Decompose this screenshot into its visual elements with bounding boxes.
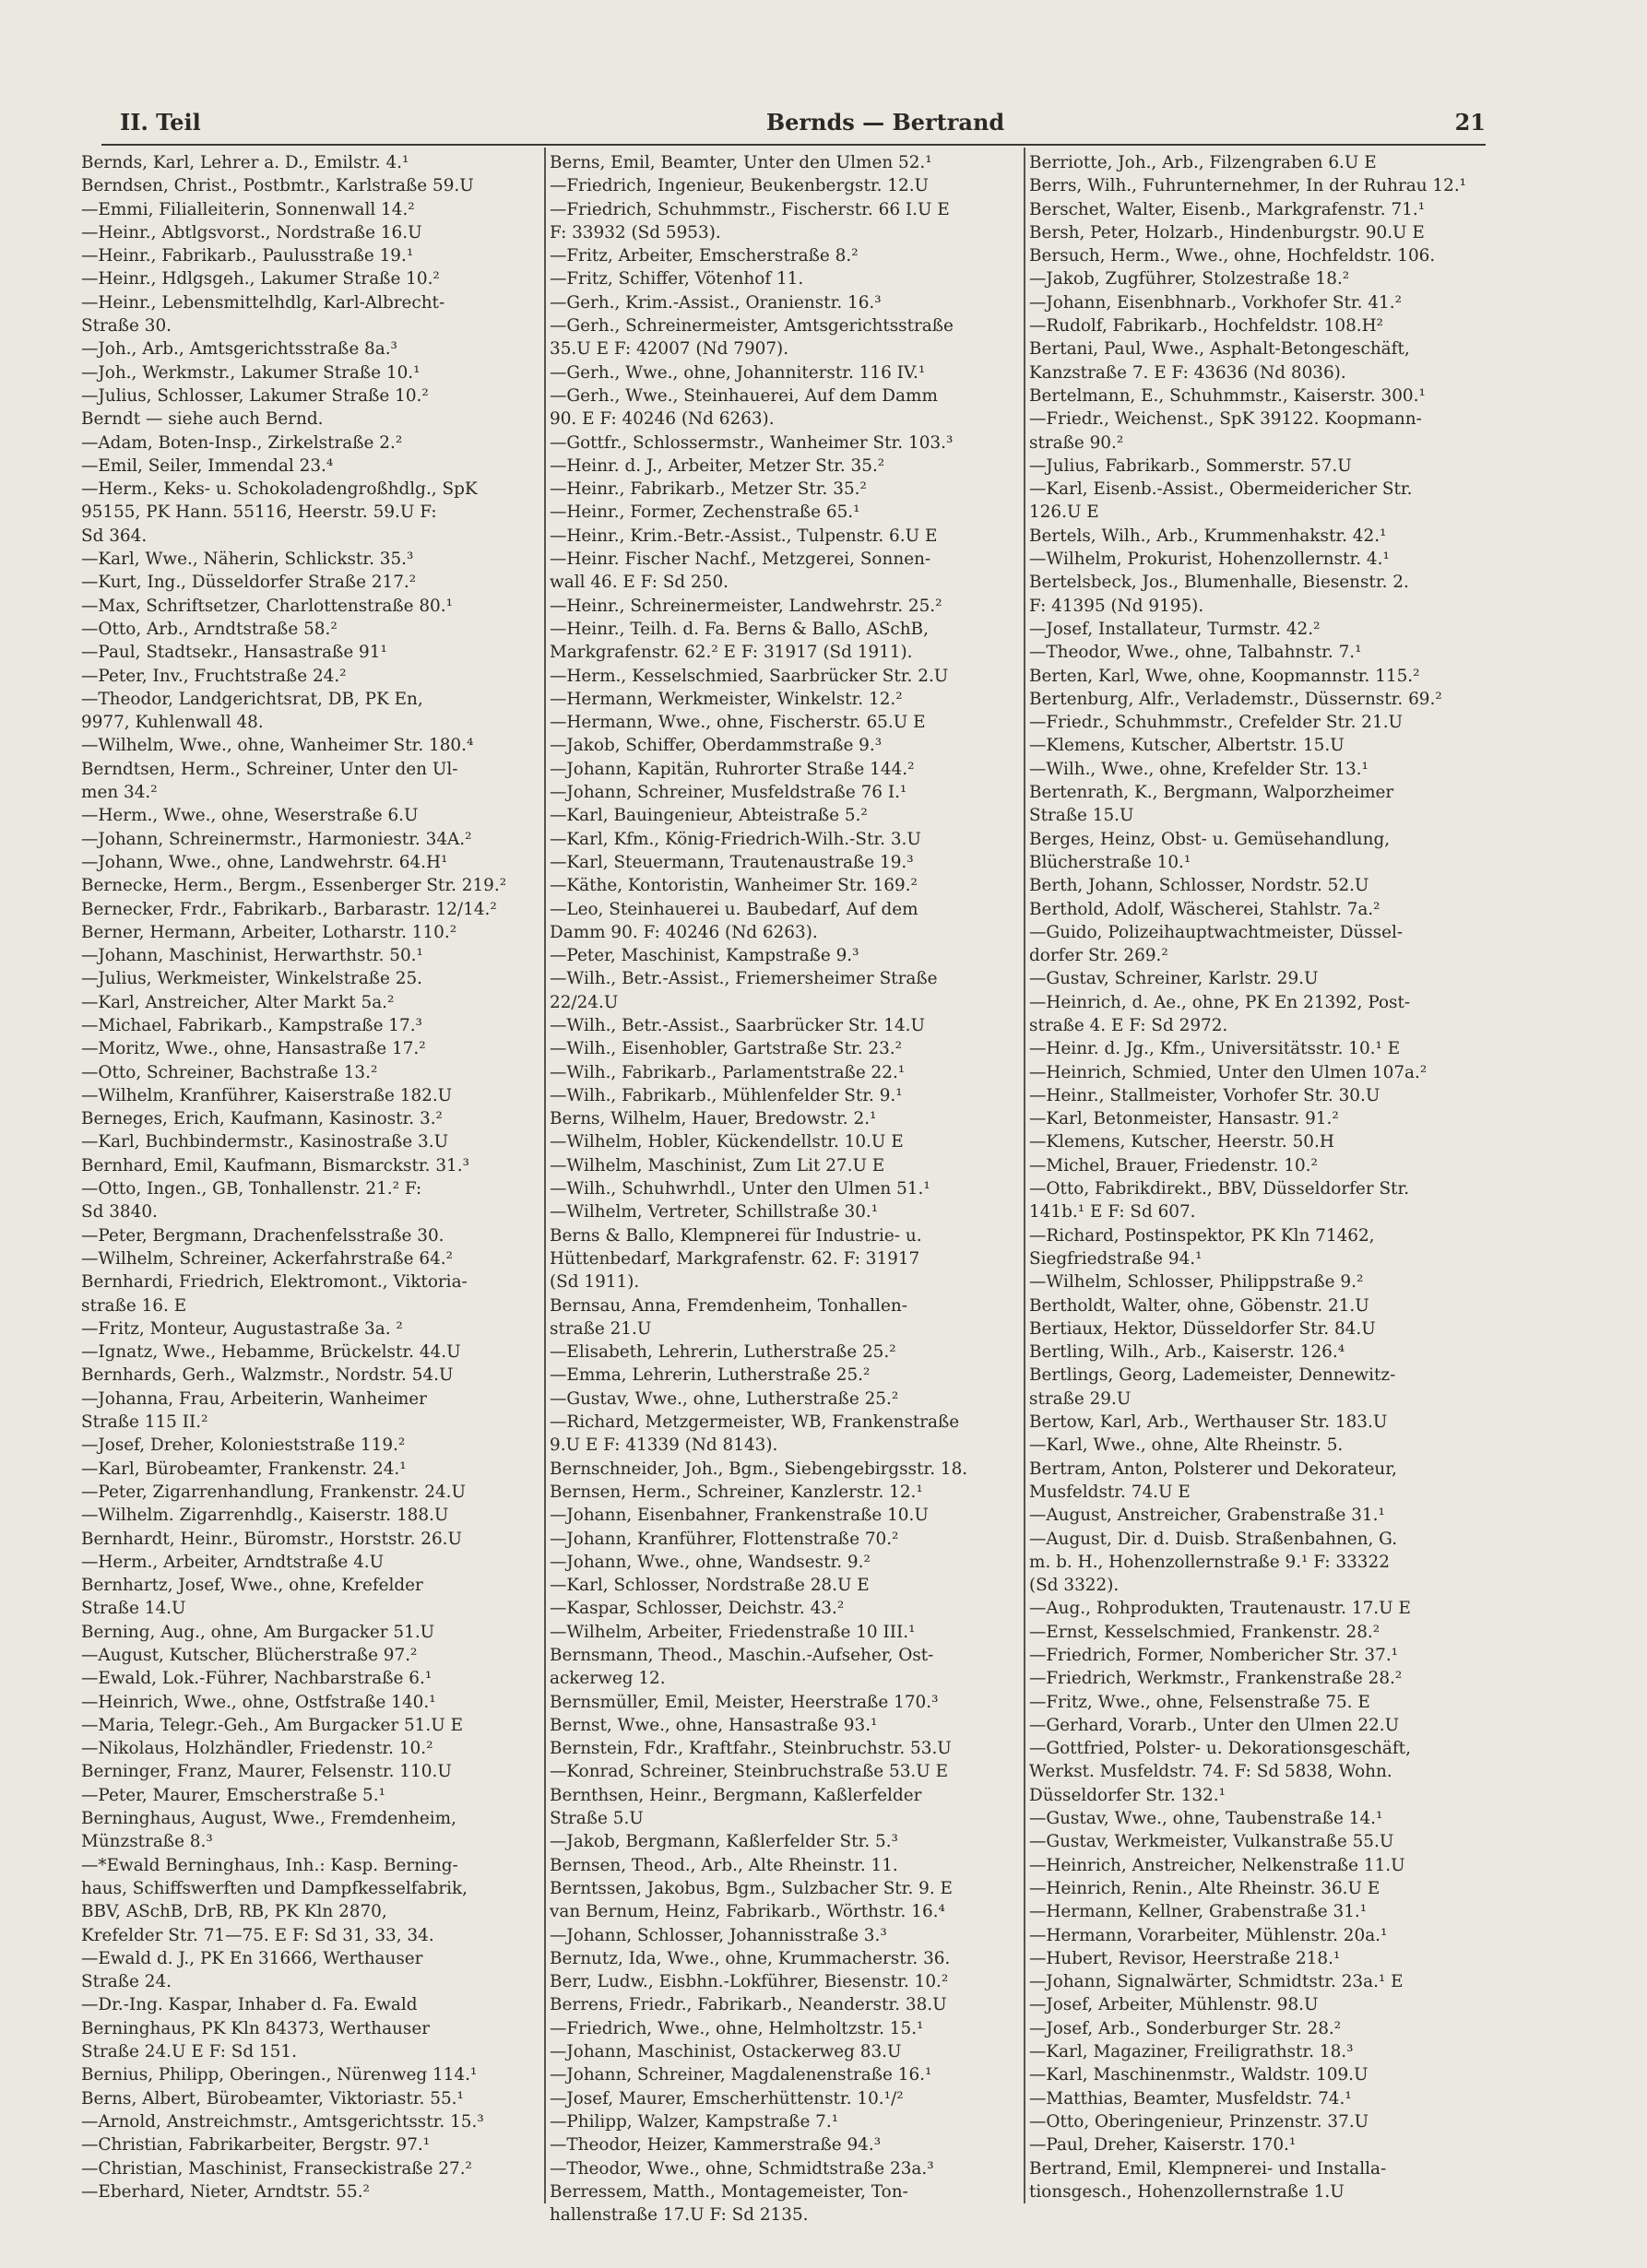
directory-line: Damm 90. F: 40246 (Nd 6263). [550, 922, 818, 942]
directory-line: —Wilhelm, Schlosser, Philippstraße 9.² [1029, 1272, 1364, 1293]
directory-line: —Peter, Bergmann, Drachenfelsstraße 30. [81, 1225, 444, 1246]
directory-line: —Wilhelm, Arbeiter, Friedenstraße 10 III.¹ [550, 1622, 916, 1642]
directory-line: —Heinr., Lebensmittelhdlg, Karl-Albrecht- [81, 292, 445, 313]
directory-line: hallenstraße 17.U F: Sd 2135. [550, 2205, 809, 2226]
directory-line: Musfeldstr. 74.U E [1029, 1482, 1191, 1502]
directory-line: Bernstein, Fdr., Kraftfahr., Steinbruchstr. 53.U [550, 1739, 952, 1759]
directory-line: Bersuch, Herm., Wwe., ohne, Hochfeldstr. 106. [1029, 246, 1436, 266]
directory-line: Berndtsen, Herm., Schreiner, Unter den Ul- [81, 759, 458, 779]
directory-line: straße 90.² [1029, 432, 1124, 453]
directory-line: —Wilhelm, Kranführer, Kaiserstraße 182.U [81, 1085, 453, 1105]
directory-line: —Heinr. d. J., Arbeiter, Metzer Str. 35.² [550, 455, 885, 476]
directory-line: Blücherstraße 10.¹ [1029, 852, 1191, 872]
directory-line: —Johann, Eisenbhnarb., Vorkhofer Str. 41.² [1029, 292, 1402, 313]
directory-line: —Guido, Polizeihauptwachtmeister, Düssel- [1029, 922, 1404, 942]
directory-line: —Friedrich, Schuhmmstr., Fischerstr. 66 I.U E [550, 199, 950, 219]
directory-line: Bertling, Wilh., Arb., Kaiserstr. 126.⁴ [1029, 1342, 1345, 1363]
directory-line: —Wilhelm, Prokurist, Hohenzollernstr. 4.¹ [1029, 549, 1390, 570]
directory-line: —Heinrich, Wwe., ohne, Ostfstraße 140.¹ [81, 1692, 436, 1712]
directory-line: —Max, Schriftsetzer, Charlottenstraße 80.¹ [81, 596, 453, 616]
directory-line: —Fritz, Schiffer, Vötenhof 11. [550, 269, 804, 289]
directory-line: —Gottfried, Polster- u. Dekorationsgeschäft, [1029, 1739, 1411, 1759]
header-rule [101, 144, 1486, 146]
directory-line: —Johann, Schlosser, Johannisstraße 3.³ [550, 1925, 887, 1945]
directory-line: —Ignatz, Wwe., Hebamme, Brückelstr. 44.U [81, 1342, 461, 1363]
directory-line: straße 21.U [550, 1318, 652, 1339]
directory-line: Bertenburg, Alfr., Verlademstr., Düssernstr. 69.² [1029, 689, 1442, 709]
directory-line: —Wilhelm, Vertreter, Schillstraße 30.¹ [550, 1202, 879, 1223]
directory-line: —Joh., Arb., Amtsgerichtsstraße 8a.³ [81, 339, 397, 360]
column-divider [1024, 148, 1025, 2203]
directory-line: —Peter, Inv., Fruchtstraße 24.² [81, 666, 347, 686]
directory-line: —Kaspar, Schlosser, Deichstr. 43.² [550, 1599, 845, 1619]
directory-line: —Richard, Postinspektor, PK Kln 71462, [1029, 1225, 1375, 1246]
directory-line: m. b. H., Hohenzollernstraße 9.¹ F: 33322 [1029, 1552, 1390, 1572]
directory-line: —Christian, Maschinist, Franseckistraße 27.² [81, 2158, 472, 2179]
directory-line: —Otto, Ingen., GB, Tonhallenstr. 21.² F: [81, 1179, 422, 1199]
directory-line: Berschet, Walter, Eisenb., Markgrafenstr. 71.¹ [1029, 199, 1426, 219]
directory-line: —Kurt, Ing., Düsseldorfer Straße 217.² [81, 573, 417, 593]
directory-line: Bertholdt, Walter, ohne, Göbenstr. 21.U [1029, 1295, 1369, 1316]
directory-line: Straße 15.U [1029, 806, 1134, 826]
directory-line: Bernhard, Emil, Kaufmann, Bismarckstr. 31.³ [81, 1155, 469, 1175]
directory-line: Bernhartz, Josef, Wwe., ohne, Krefelder [81, 1576, 423, 1596]
directory-line: Bernecker, Frdr., Fabrikarb., Barbarastr. 12/14.² [81, 899, 497, 919]
directory-line: —Gustav, Werkmeister, Vulkanstraße 55.U [1029, 1832, 1394, 1852]
directory-line: —Herm., Keks- u. Schokoladengroßhdlg., SpK [81, 479, 478, 500]
directory-line: Bertelsbeck, Jos., Blumenhalle, Biesenstr. 2. [1029, 573, 1409, 593]
directory-line: —Hermann, Werkmeister, Winkelstr. 12.² [550, 689, 903, 709]
directory-line: —Heinr., Hdlgsgeh., Lakumer Straße 10.² [81, 269, 440, 289]
directory-line: —Heinr., Krim.-Betr.-Assist., Tulpenstr. 6.U E [550, 526, 938, 546]
directory-line: —Fritz, Monteur, Augustastraße 3a. ² [81, 1318, 403, 1339]
directory-line: Berthold, Adolf, Wäscherei, Stahlstr. 7a.² [1029, 899, 1380, 919]
directory-line: —Johann, Eisenbahner, Frankenstraße 10.U [550, 1506, 929, 1526]
column-2 [550, 151, 1022, 2226]
directory-line: —Josef, Arbeiter, Mühlenstr. 98.U [1029, 1995, 1319, 2015]
directory-line: Berninghaus, August, Wwe., Fremdenheim, [81, 1809, 456, 1829]
directory-line: —Heinr., Fabrikarb., Metzer Str. 35.² [550, 479, 867, 500]
directory-line: —Rudolf, Fabrikarb., Hochfeldstr. 108.H² [1029, 316, 1384, 337]
directory-line: Bernhardi, Friedrich, Elektromont., Viktoria- [81, 1272, 468, 1293]
directory-line: —Johann, Signalwärter, Schmidtstr. 23a.¹ E [1029, 1972, 1404, 1992]
directory-line: —Hubert, Revisor, Heerstraße 218.¹ [1029, 1948, 1341, 1968]
directory-line: straße 4. E F: Sd 2972. [1029, 1015, 1228, 1035]
directory-line: Berntssen, Jakobus, Bgm., Sulzbacher Str. 9. E [550, 1878, 953, 1898]
directory-line: Bertenrath, K., Bergmann, Walporzheimer [1029, 783, 1394, 803]
directory-line: —Paul, Dreher, Kaiserstr. 170.¹ [1029, 2135, 1297, 2156]
directory-line: —Paul, Stadtsekr., Hansastraße 91¹ [81, 643, 387, 663]
directory-line: —Wilh., Betr.-Assist., Saarbrücker Str. 14.U [550, 1015, 926, 1035]
directory-line: —Johann, Maschinist, Ostackerweg 83.U [550, 2042, 902, 2062]
directory-line: —Wilh., Wwe., ohne, Krefelder Str. 13.¹ [1029, 759, 1369, 779]
directory-line: Berns, Emil, Beamter, Unter den Ulmen 52.¹ [550, 153, 932, 172]
directory-line: Münzstraße 8.³ [81, 1832, 213, 1852]
directory-line: Berns & Ballo, Klempnerei für Industrie- u. [550, 1225, 922, 1246]
directory-line: Bernsmann, Theod., Maschin.-Aufseher, Ost- [550, 1646, 934, 1665]
directory-line: —Emil, Seiler, Immendal 23.⁴ [81, 455, 334, 476]
directory-line: —Ewald d. J., PK En 31666, Werthauser [81, 1948, 423, 1968]
directory-line: —Herm., Wwe., ohne, Weserstraße 6.U [81, 806, 419, 826]
directory-line: —Michael, Fabrikarb., Kampstraße 17.³ [81, 1015, 422, 1035]
directory-line: —Johann, Wwe., ohne, Landwehrstr. 64.H¹ [81, 852, 448, 872]
directory-line: —Karl, Magaziner, Freiligrathstr. 18.³ [1029, 2042, 1354, 2062]
directory-line: BBV, ASchB, DrB, RB, PK Kln 2870, [81, 1902, 387, 1922]
directory-line: —Jakob, Bergmann, Kaßlerfelder Str. 5.³ [550, 1832, 898, 1852]
directory-line: Berning, Aug., ohne, Am Burgacker 51.U [81, 1622, 435, 1642]
directory-line: —Johann, Schreiner, Magdalenenstraße 16.¹ [550, 2065, 932, 2085]
directory-line: Bertani, Paul, Wwe., Asphalt-Betongeschäft, [1029, 339, 1410, 360]
directory-line: —Maria, Telegr.-Geh., Am Burgacker 51.U E [81, 1715, 463, 1735]
directory-line: 126.U E [1029, 502, 1099, 523]
directory-line: haus, Schiffswerften und Dampfkesselfabrik, [81, 1878, 468, 1898]
directory-line: Berneges, Erich, Kaufmann, Kasinostr. 3.² [81, 1109, 443, 1129]
directory-line: Siegfriedstraße 94.¹ [1029, 1248, 1203, 1269]
directory-line: Bernutz, Ida, Wwe., ohne, Krummacherstr. 36. [550, 1948, 951, 1968]
directory-line: Berndt — siehe auch Bernd. [81, 409, 324, 430]
page-number: 21 [1454, 109, 1486, 136]
directory-line: Berges, Heinz, Obst- u. Gemüsehandlung, [1029, 829, 1391, 849]
directory-line: —Heinr., Fabrikarb., Paulusstraße 19.¹ [81, 246, 414, 266]
directory-line: —Gerh., Wwe., ohne, Johanniterstr. 116 IV.¹ [550, 362, 926, 383]
directory-line: —Julius, Werkmeister, Winkelstraße 25. [81, 969, 423, 989]
directory-line: —Friedrich, Werkmstr., Frankenstraße 28.² [1029, 1669, 1403, 1689]
directory-line: —Otto, Schreiner, Bachstraße 13.² [81, 1062, 378, 1082]
directory-line: Bertow, Karl, Arb., Werthauser Str. 183.U [1029, 1412, 1388, 1433]
directory-line: —Herm., Arbeiter, Arndtstraße 4.U [81, 1552, 385, 1572]
directory-line: —Peter, Zigarrenhandlung, Frankenstr. 24.U [81, 1482, 466, 1502]
directory-line: —Nikolaus, Holzhändler, Friedenstr. 10.² [81, 1739, 433, 1759]
directory-line: —Gerhard, Vorarb., Unter den Ulmen 22.U [1029, 1715, 1400, 1735]
directory-line: Bertrand, Emil, Klempnerei- und Installa- [1029, 2158, 1387, 2179]
directory-line: Straße 24.U E F: Sd 151. [81, 2042, 297, 2062]
directory-line: Bernst, Wwe., ohne, Hansastraße 93.¹ [550, 1715, 878, 1735]
directory-line: —Wilh., Fabrikarb., Parlamentstraße 22.¹ [550, 1062, 906, 1082]
directory-line: —Wilh., Eisenhobler, Gartstraße Str. 23.² [550, 1039, 903, 1059]
directory-line: —Klemens, Kutscher, Albertstr. 15.U [1029, 736, 1345, 756]
directory-line: 35.U E F: 42007 (Nd 7907). [550, 339, 789, 360]
directory-line: (Sd 1911). [550, 1272, 640, 1293]
directory-line: —Jakob, Schiffer, Oberdammstraße 9.³ [550, 736, 883, 756]
directory-line: Markgrafenstr. 62.² E F: 31917 (Sd 1911). [550, 643, 913, 663]
directory-line: Kanzstraße 7. E F: 43636 (Nd 8036). [1029, 362, 1346, 383]
directory-line: ackerweg 12. [550, 1669, 666, 1689]
directory-line: —Karl, Eisenb.-Assist., Obermeidericher Str. [1029, 479, 1413, 500]
directory-line: Bernds, Karl, Lehrer a. D., Emilstr. 4.¹ [81, 153, 409, 172]
directory-line: —Karl, Wwe., ohne, Alte Rheinstr. 5. [1029, 1435, 1344, 1456]
directory-line: —Gerh., Krim.-Assist., Oranienstr. 16.³ [550, 292, 882, 313]
directory-line: —Johann, Schreiner, Musfeldstraße 76 I.¹ [550, 783, 907, 803]
directory-line: —Karl, Bauingenieur, Abteistraße 5.² [550, 806, 868, 826]
directory-line: straße 16. E [81, 1295, 187, 1316]
directory-line: —Dr.-Ing. Kaspar, Inhaber d. Fa. Ewald [81, 1995, 418, 2015]
directory-line: —Otto, Arb., Arndtstraße 58.² [81, 619, 338, 639]
directory-line: Bernsen, Herm., Schreiner, Kanzlerstr. 12.¹ [550, 1482, 923, 1502]
directory-line: —Leo, Steinhauerei u. Baubedarf, Auf dem [550, 899, 918, 919]
column-divider [544, 148, 546, 2203]
directory-line: —Hermann, Vorarbeiter, Mühlenstr. 20a.¹ [1029, 1925, 1388, 1945]
directory-line: —Wilh., Fabrikarb., Mühlenfelder Str. 9.¹ [550, 1085, 903, 1105]
column-3 [1029, 151, 1495, 2207]
directory-line: Straße 5.U [550, 1809, 644, 1829]
directory-line: —Theodor, Wwe., ohne, Talbahnstr. 7.¹ [1029, 643, 1362, 663]
directory-line: tionsgesch., Hohenzollernstraße 1.U [1029, 2181, 1345, 2202]
directory-line: —Käthe, Kontoristin, Wanheimer Str. 169.² [550, 876, 918, 896]
directory-line: Straße 24. [81, 1972, 172, 1992]
directory-line: 95155, PK Hann. 55116, Heerstr. 59.U F: [81, 502, 437, 523]
directory-line: —Wilhelm, Wwe., ohne, Wanheimer Str. 180.⁴ [81, 736, 474, 756]
directory-line: —Karl, Kfm., König-Friedrich-Wilh.-Str. 3.U [550, 829, 921, 849]
directory-line: dorfer Str. 269.² [1029, 946, 1168, 966]
directory-line: Bernhardt, Heinr., Büromstr., Horststr. 26.U [81, 1529, 463, 1549]
directory-line: —Arnold, Anstreichmstr., Amtsgerichtsstr. 15.³ [81, 2111, 484, 2132]
directory-line: Berns, Wilhelm, Hauer, Bredowstr. 2.¹ [550, 1109, 877, 1129]
directory-line: —Ewald, Lok.-Führer, Nachbarstraße 6.¹ [81, 1669, 432, 1689]
directory-line: —Karl, Maschinenmstr., Waldstr. 109.U [1029, 2065, 1369, 2085]
directory-line: —Friedrich, Wwe., ohne, Helmholtzstr. 15.¹ [550, 2018, 924, 2038]
directory-line: wall 46. E F: Sd 250. [550, 573, 729, 593]
directory-line: —*Ewald Berninghaus, Inh.: Kasp. Berning- [81, 1855, 458, 1875]
directory-line: —Johann, Kapitän, Ruhrorter Straße 144.² [550, 759, 915, 779]
directory-line: 90. E F: 40246 (Nd 6263). [550, 409, 775, 430]
directory-line: —Karl, Wwe., Näherin, Schlickstr. 35.³ [81, 549, 414, 570]
directory-line: men 34.² [81, 783, 158, 803]
directory-line: —Herm., Kesselschmied, Saarbrücker Str. 2.U [550, 666, 949, 686]
directory-line: —Julius, Schlosser, Lakumer Straße 10.² [81, 385, 429, 406]
directory-line: —Fritz, Wwe., ohne, Felsenstraße 75. E [1029, 1692, 1370, 1712]
directory-line: Düsseldorfer Str. 132.¹ [1029, 1785, 1226, 1805]
directory-line: Berth, Johann, Schlosser, Nordstr. 52.U [1029, 876, 1369, 896]
directory-line: Bertlings, Georg, Lademeister, Dennewitz- [1029, 1365, 1396, 1386]
directory-line: Bertram, Anton, Polsterer und Dekorateur, [1029, 1459, 1397, 1479]
directory-line: —Theodor, Wwe., ohne, Schmidtstraße 23a.³ [550, 2158, 934, 2179]
directory-line: —Julius, Fabrikarb., Sommerstr. 57.U [1029, 455, 1352, 476]
directory-line: —Johann, Maschinist, Herwarthstr. 50.¹ [81, 946, 423, 966]
directory-line: Bernthsen, Heinr., Bergmann, Kaßlerfelder [550, 1785, 922, 1805]
directory-line: Bernschneider, Joh., Bgm., Siebengebirgsstr. 18. [550, 1459, 968, 1479]
directory-line: 9.U E F: 41339 (Nd 8143). [550, 1435, 778, 1456]
directory-line: —Richard, Metzgermeister, WB, Frankenstraße [550, 1412, 960, 1433]
directory-line: Berr, Ludw., Eisbhn.-Lokführer, Biesenstr. 10.² [550, 1972, 949, 1992]
directory-line: 141b.¹ E F: Sd 607. [1029, 1202, 1196, 1223]
directory-line: —Gustav, Schreiner, Karlstr. 29.U [1029, 969, 1319, 989]
directory-line: F: 41395 (Nd 9195). [1029, 596, 1204, 616]
directory-line: —Wilhelm, Hobler, Kückendellstr. 10.U E [550, 1132, 904, 1152]
directory-line: —Johanna, Frau, Arbeiterin, Wanheimer [81, 1388, 427, 1409]
directory-line: —Friedrich, Ingenieur, Beukenbergstr. 12.U [550, 176, 930, 196]
directory-line: Bertels, Wilh., Arb., Krummenhakstr. 42.¹ [1029, 526, 1387, 546]
directory-line: —Josef, Maurer, Emscherhüttenstr. 10.¹/² [550, 2088, 904, 2109]
directory-line: van Bernum, Heinz, Fabrikarb., Wörthstr. 16.⁴ [550, 1902, 945, 1922]
directory-line: Werkst. Musfeldstr. 74. F: Sd 5838, Wohn. [1029, 1762, 1392, 1782]
directory-line: —Heinr., Schreinermeister, Landwehrstr. 25.² [550, 596, 942, 616]
directory-line: Berrs, Wilh., Fuhrunternehmer, In der Ruhrau 12.¹ [1029, 176, 1467, 196]
directory-line: —Elisabeth, Lehrerin, Lutherstraße 25.² [550, 1342, 896, 1363]
directory-line: —Otto, Oberingenieur, Prinzenstr. 37.U [1029, 2111, 1369, 2132]
directory-line: Bernsen, Theod., Arb., Alte Rheinstr. 11. [550, 1855, 898, 1875]
directory-line: —Matthias, Beamter, Musfeldstr. 74.¹ [1029, 2088, 1352, 2109]
directory-line: Bernius, Philipp, Oberingen., Nürenweg 114.¹ [81, 2065, 478, 2085]
directory-line: Berten, Karl, Wwe, ohne, Koopmannstr. 115.² [1029, 666, 1420, 686]
directory-line: —Heinr., Former, Zechenstraße 65.¹ [550, 502, 860, 523]
directory-line: —Gottfr., Schlossermstr., Wanheimer Str. 103.³ [550, 432, 954, 453]
directory-line: —Wilhelm. Zigarrenhdlg., Kaiserstr. 188.U [81, 1506, 449, 1526]
directory-line: —Moritz, Wwe., ohne, Hansastraße 17.² [81, 1039, 426, 1059]
page-header [120, 109, 1486, 146]
directory-line: —Johann, Kranführer, Flottenstraße 70.² [550, 1529, 899, 1549]
directory-line: F: 33932 (Sd 5953). [550, 222, 721, 242]
directory-line: —Philipp, Walzer, Kampstraße 7.¹ [550, 2111, 839, 2132]
page-title: Bernds — Bertrand [765, 109, 1005, 136]
directory-line: Straße 115 II.² [81, 1412, 208, 1433]
directory-line: —Jakob, Zugführer, Stolzestraße 18.² [1029, 269, 1350, 289]
directory-line: Bernecke, Herm., Bergm., Essenberger Str. 219.² [81, 876, 507, 896]
directory-line: —Otto, Fabrikdirekt., BBV, Düsseldorfer Str. [1029, 1179, 1410, 1199]
directory-line: —Heinr. d. Jg., Kfm., Universitätsstr. 10.¹ E [1029, 1039, 1401, 1059]
directory-line: —Theodor, Heizer, Kammerstraße 94.³ [550, 2135, 882, 2156]
directory-line: —Gerh., Schreinermeister, Amtsgerichtsstraße [550, 316, 954, 337]
directory-line: —Karl, Steuermann, Trautenaustraße 19.³ [550, 852, 914, 872]
directory-line: —Karl, Betonmeister, Hansastr. 91.² [1029, 1109, 1339, 1129]
directory-line: —Michel, Brauer, Friedenstr. 10.² [1029, 1155, 1318, 1175]
directory-line: —Josef, Arb., Sonderburger Str. 28.² [1029, 2018, 1342, 2038]
directory-line: —Karl, Anstreicher, Alter Markt 5a.² [81, 992, 395, 1012]
directory-line: —Josef, Installateur, Turmstr. 42.² [1029, 619, 1321, 639]
directory-line: —Karl, Schlosser, Nordstraße 28.U E [550, 1576, 870, 1596]
directory-line: —Christian, Fabrikarbeiter, Bergstr. 97.¹ [81, 2135, 431, 2156]
directory-line: —Gustav, Wwe., ohne, Taubenstraße 14.¹ [1029, 1809, 1383, 1829]
directory-line: —Karl, Bürobeamter, Frankenstr. 24.¹ [81, 1459, 407, 1479]
directory-line: Krefelder Str. 71—75. E F: Sd 31, 33, 34. [81, 1925, 434, 1945]
directory-line: Berrens, Friedr., Fabrikarb., Neanderstr. 38.U [550, 1995, 947, 2015]
directory-line: —Karl, Buchbindermstr., Kasinostraße 3.U [81, 1132, 449, 1152]
directory-line: —Heinrich, Renin., Alte Rheinstr. 36.U E [1029, 1878, 1380, 1898]
directory-line: Bernsau, Anna, Fremdenheim, Tonhallen- [550, 1295, 907, 1316]
directory-line: —Klemens, Kutscher, Heerstr. 50.H [1029, 1132, 1334, 1152]
directory-line: —Heinr., Stallmeister, Vorhofer Str. 30.U [1029, 1085, 1380, 1105]
directory-line: —Wilh., Betr.-Assist., Friemersheimer Straße [550, 969, 938, 989]
directory-line: —Hermann, Kellner, Grabenstraße 31.¹ [1029, 1902, 1368, 1922]
directory-line: —Wilhelm, Schreiner, Ackerfahrstraße 64.² [81, 1248, 453, 1269]
directory-line: Bernhards, Gerh., Walzmstr., Nordstr. 54.U [81, 1365, 454, 1386]
directory-line: —Heinrich, d. Ae., ohne, PK En 21392, Post- [1029, 992, 1411, 1012]
directory-line: —Joh., Werkmstr., Lakumer Straße 10.¹ [81, 362, 421, 383]
directory-line: 9977, Kuhlenwall 48. [81, 713, 264, 733]
directory-line: Straße 30. [81, 316, 172, 337]
directory-line: —Heinr., Teilh. d. Fa. Berns & Ballo, ASchB, [550, 619, 929, 639]
directory-line: —Heinrich, Schmied, Unter den Ulmen 107a.² [1029, 1062, 1428, 1082]
directory-line: Berns, Albert, Bürobeamter, Viktoriastr. 55.¹ [81, 2088, 464, 2109]
section-label: II. Teil [120, 109, 201, 136]
directory-line: Sd 364. [81, 526, 148, 546]
directory-line: —Peter, Maurer, Emscherstraße 5.¹ [81, 1785, 385, 1805]
directory-line: Bersh, Peter, Holzarb., Hindenburgstr. 90.U E [1029, 222, 1425, 242]
directory-line: Berndsen, Christ., Postbmtr., Karlstraße 59.U [81, 176, 474, 196]
directory-line: —Fritz, Arbeiter, Emscherstraße 8.² [550, 246, 859, 266]
directory-line: —Eberhard, Nieter, Arndtstr. 55.² [81, 2181, 370, 2202]
directory-line: —Hermann, Wwe., ohne, Fischerstr. 65.U E [550, 713, 926, 733]
directory-line: —Wilh., Schuhwrhdl., Unter den Ulmen 51.¹ [550, 1179, 930, 1199]
directory-line: —Johann, Schreinermstr., Harmoniestr. 34A.² [81, 829, 472, 849]
directory-line: straße 29.U [1029, 1388, 1132, 1409]
directory-line: —Friedr., Weichenst., SpK 39122. Koopmann- [1029, 409, 1422, 430]
directory-line: Bernsmüller, Emil, Meister, Heerstraße 170.³ [550, 1692, 939, 1712]
directory-line: —Emma, Lehrerin, Lutherstraße 25.² [550, 1365, 871, 1386]
directory-line: Straße 14.U [81, 1599, 186, 1619]
directory-line: —Aug., Rohprodukten, Trautenaustr. 17.U E [1029, 1599, 1411, 1619]
directory-line: —Friedr., Schuhmmstr., Crefelder Str. 21.U [1029, 713, 1404, 733]
directory-line: Berninger, Franz, Maurer, Felsenstr. 110.U [81, 1762, 452, 1782]
directory-line: —Konrad, Schreiner, Steinbruchstraße 53.U E [550, 1762, 949, 1782]
directory-line: —Peter, Maschinist, Kampstraße 9.³ [550, 946, 859, 966]
column-1 [81, 151, 540, 2207]
directory-line: —Theodor, Landgerichtsrat, DB, PK En, [81, 689, 423, 709]
directory-line: Bertiaux, Hektor, Düsseldorfer Str. 84.U [1029, 1318, 1376, 1339]
directory-line: Sd 3840. [81, 1202, 158, 1223]
directory-line: —Gustav, Wwe., ohne, Lutherstraße 25.² [550, 1388, 899, 1409]
directory-line: —August, Anstreicher, Grabenstraße 31.¹ [1029, 1506, 1385, 1526]
directory-line: —Heinr., Abtlgsvorst., Nordstraße 16.U [81, 222, 422, 242]
directory-line: —Ernst, Kesselschmied, Frankenstr. 28.² [1029, 1622, 1380, 1642]
directory-line: Bertelmann, E., Schuhmmstr., Kaiserstr. 300.¹ [1029, 385, 1426, 406]
directory-line: —Adam, Boten-Insp., Zirkelstraße 2.² [81, 432, 403, 453]
directory-line: —Johann, Wwe., ohne, Wandsestr. 9.² [550, 1552, 871, 1572]
directory-line: Berriotte, Joh., Arb., Filzengraben 6.U E [1029, 153, 1377, 172]
directory-line: Berninghaus, PK Kln 84373, Werthauser [81, 2018, 431, 2038]
directory-line: —Gerh., Wwe., Steinhauerei, Auf dem Damm [550, 385, 938, 406]
directory-line: Berressem, Matth., Montagemeister, Ton- [550, 2181, 908, 2202]
directory-line: Berner, Hermann, Arbeiter, Lotharstr. 110.² [81, 922, 457, 942]
directory-line: (Sd 3322). [1029, 1576, 1120, 1596]
directory-line: —Friedrich, Former, Nombericher Str. 37.¹ [1029, 1646, 1399, 1665]
directory-line: —Heinr. Fischer Nachf., Metzgerei, Sonnen- [550, 549, 931, 570]
directory-line: 22/24.U [550, 992, 619, 1012]
directory-line: —Emmi, Filialleiterin, Sonnenwall 14.² [81, 199, 415, 219]
directory-line: —Heinrich, Anstreicher, Nelkenstraße 11.U [1029, 1855, 1405, 1875]
directory-line: —August, Dir. d. Duisb. Straßenbahnen, G. [1029, 1529, 1398, 1549]
directory-line: —Josef, Dreher, Kolonieststraße 119.² [81, 1435, 406, 1456]
directory-line: Hüttenbedarf, Markgrafenstr. 62. F: 31917 [550, 1248, 920, 1269]
directory-line: —Wilhelm, Maschinist, Zum Lit 27.U E [550, 1155, 885, 1175]
directory-line: —August, Kutscher, Blücherstraße 97.² [81, 1646, 418, 1665]
